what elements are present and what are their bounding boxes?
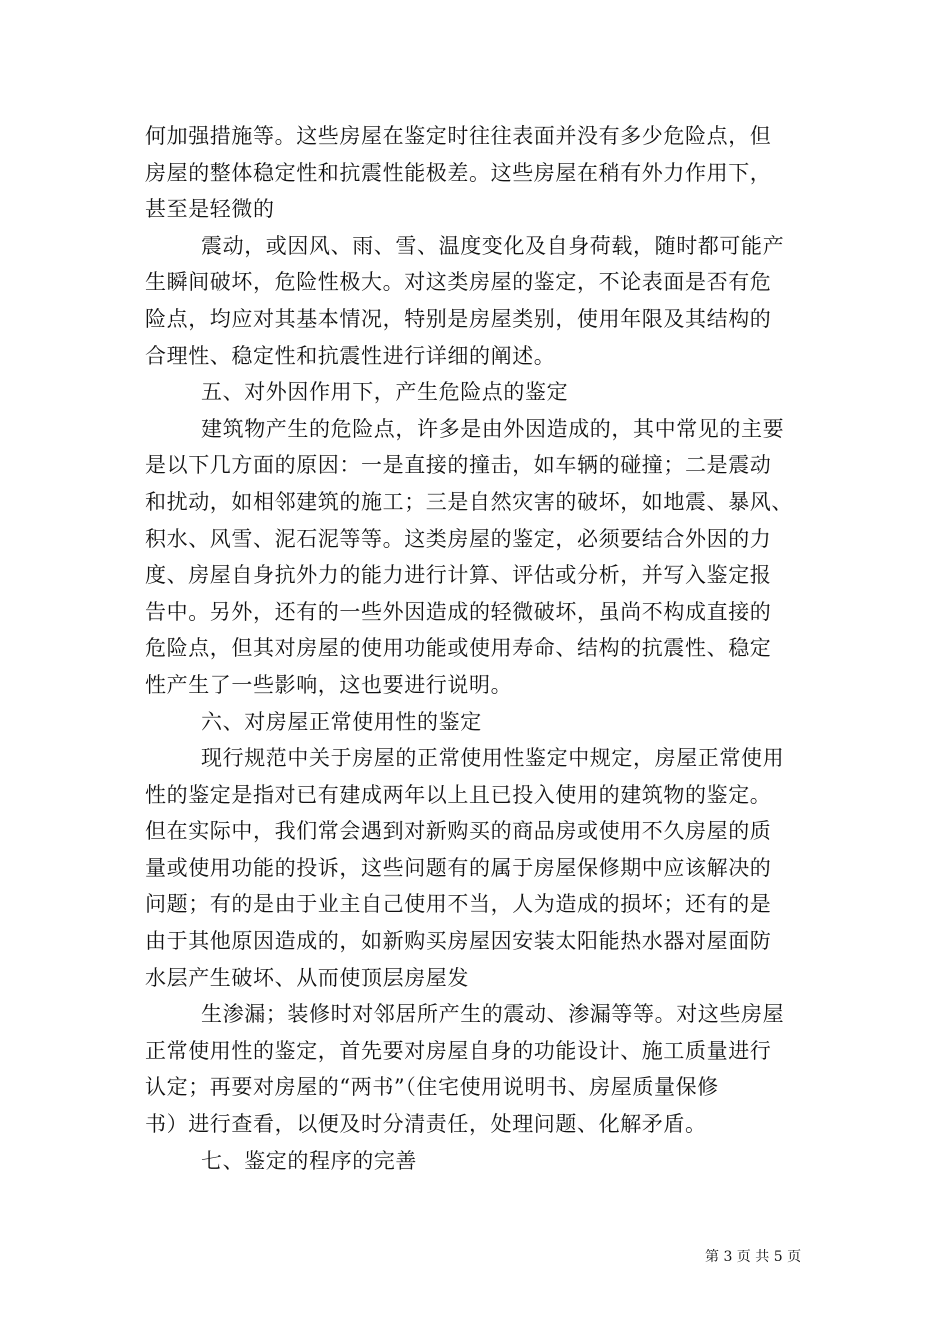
text-line: 房屋的整体稳定性和抗震性能极差。这些房屋在稍有外力作用下， — [145, 160, 772, 185]
text-line: 水层产生破坏、从而使顶层房屋发 — [145, 965, 469, 990]
text-line: 现行规范中关于房屋的正常使用性鉴定中规定，房屋正常使用 — [201, 746, 785, 771]
text-line: 生瞬间破坏，危险性极大。对这类房屋的鉴定，不论表面是否有危 — [145, 270, 772, 295]
document-body — [145, 118, 825, 1179]
text-line: 但在实际中，我们常会遇到对新购买的商品房或使用不久房屋的质 — [145, 819, 772, 844]
text-line: 性产生了一些影响，这也要进行说明。 — [145, 672, 513, 697]
text-line: 问题；有的是由于业主自己使用不当，人为造成的损坏；还有的是 — [145, 892, 772, 917]
text-line: 甚至是轻微的 — [145, 197, 275, 222]
text-line: 危险点，但其对房屋的使用功能或使用寿命、结构的抗震性、稳定 — [145, 636, 772, 661]
paragraph — [145, 411, 825, 704]
text-line: 何加强措施等。这些房屋在鉴定时往往表面并没有多少危险点，但 — [145, 124, 772, 148]
text-line: 是以下几方面的原因：一是直接的撞击，如车辆的碰撞；二是震动 — [145, 453, 772, 478]
text-line: 五、对外因作用下，产生危险点的鉴定 — [201, 380, 569, 405]
section-heading-6 — [145, 704, 825, 741]
text-line: 由于其他原因造成的，如新购买房屋因安装太阳能热水器对屋面防 — [145, 929, 772, 954]
paragraph-continuation — [145, 118, 825, 228]
section-heading-7 — [145, 1143, 825, 1180]
text-line: 正常使用性的鉴定，首先要对房屋自身的功能设计、施工质量进行 — [145, 1038, 772, 1063]
text-line: 七、鉴定的程序的完善 — [201, 1148, 417, 1173]
text-line: 和扰动，如相邻建筑的施工；三是自然灾害的破坏，如地震、暴风、 — [145, 489, 793, 514]
text-line: 书）进行查看，以便及时分清责任，处理问题、化解矛盾。 — [145, 1112, 707, 1137]
text-line: 震动，或因风、雨、雪、温度变化及自身荷载，随时都可能产 — [201, 233, 785, 258]
text-line: 度、房屋自身抗外力的能力进行计算、评估或分析，并写入鉴定报 — [145, 563, 772, 588]
page-number: 第 3 页 共 5 页 — [705, 1249, 802, 1265]
text-line: 量或使用功能的投诉，这些问题有的属于房屋保修期中应该解决的 — [145, 855, 772, 880]
paragraph — [145, 996, 825, 1142]
text-line: 积水、风雪、泥石泥等等。这类房屋的鉴定，必须要结合外因的力 — [145, 526, 772, 551]
text-line: 性的鉴定是指对已有建成两年以上且已投入使用的建筑物的鉴定。 — [145, 782, 772, 807]
text-line: 认定；再要对房屋的“两书”（住宅使用说明书、房屋质量保修 — [145, 1075, 719, 1100]
text-line: 建筑物产生的危险点，许多是由外因造成的，其中常见的主要 — [201, 416, 785, 441]
text-line: 告中。另外，还有的一些外因造成的轻微破坏，虽尚不构成直接的 — [145, 599, 772, 624]
section-heading-5 — [145, 374, 825, 411]
text-line: 合理性、稳定性和抗震性进行详细的阐述。 — [145, 343, 556, 368]
paragraph — [145, 228, 825, 374]
text-line: 生渗漏；装修时对邻居所产生的震动、渗漏等等。对这些房屋 — [201, 1002, 785, 1027]
text-line: 险点，均应对其基本情况，特别是房屋类别，使用年限及其结构的 — [145, 306, 772, 331]
text-line: 六、对房屋正常使用性的鉴定 — [201, 709, 482, 734]
paragraph — [145, 740, 825, 996]
